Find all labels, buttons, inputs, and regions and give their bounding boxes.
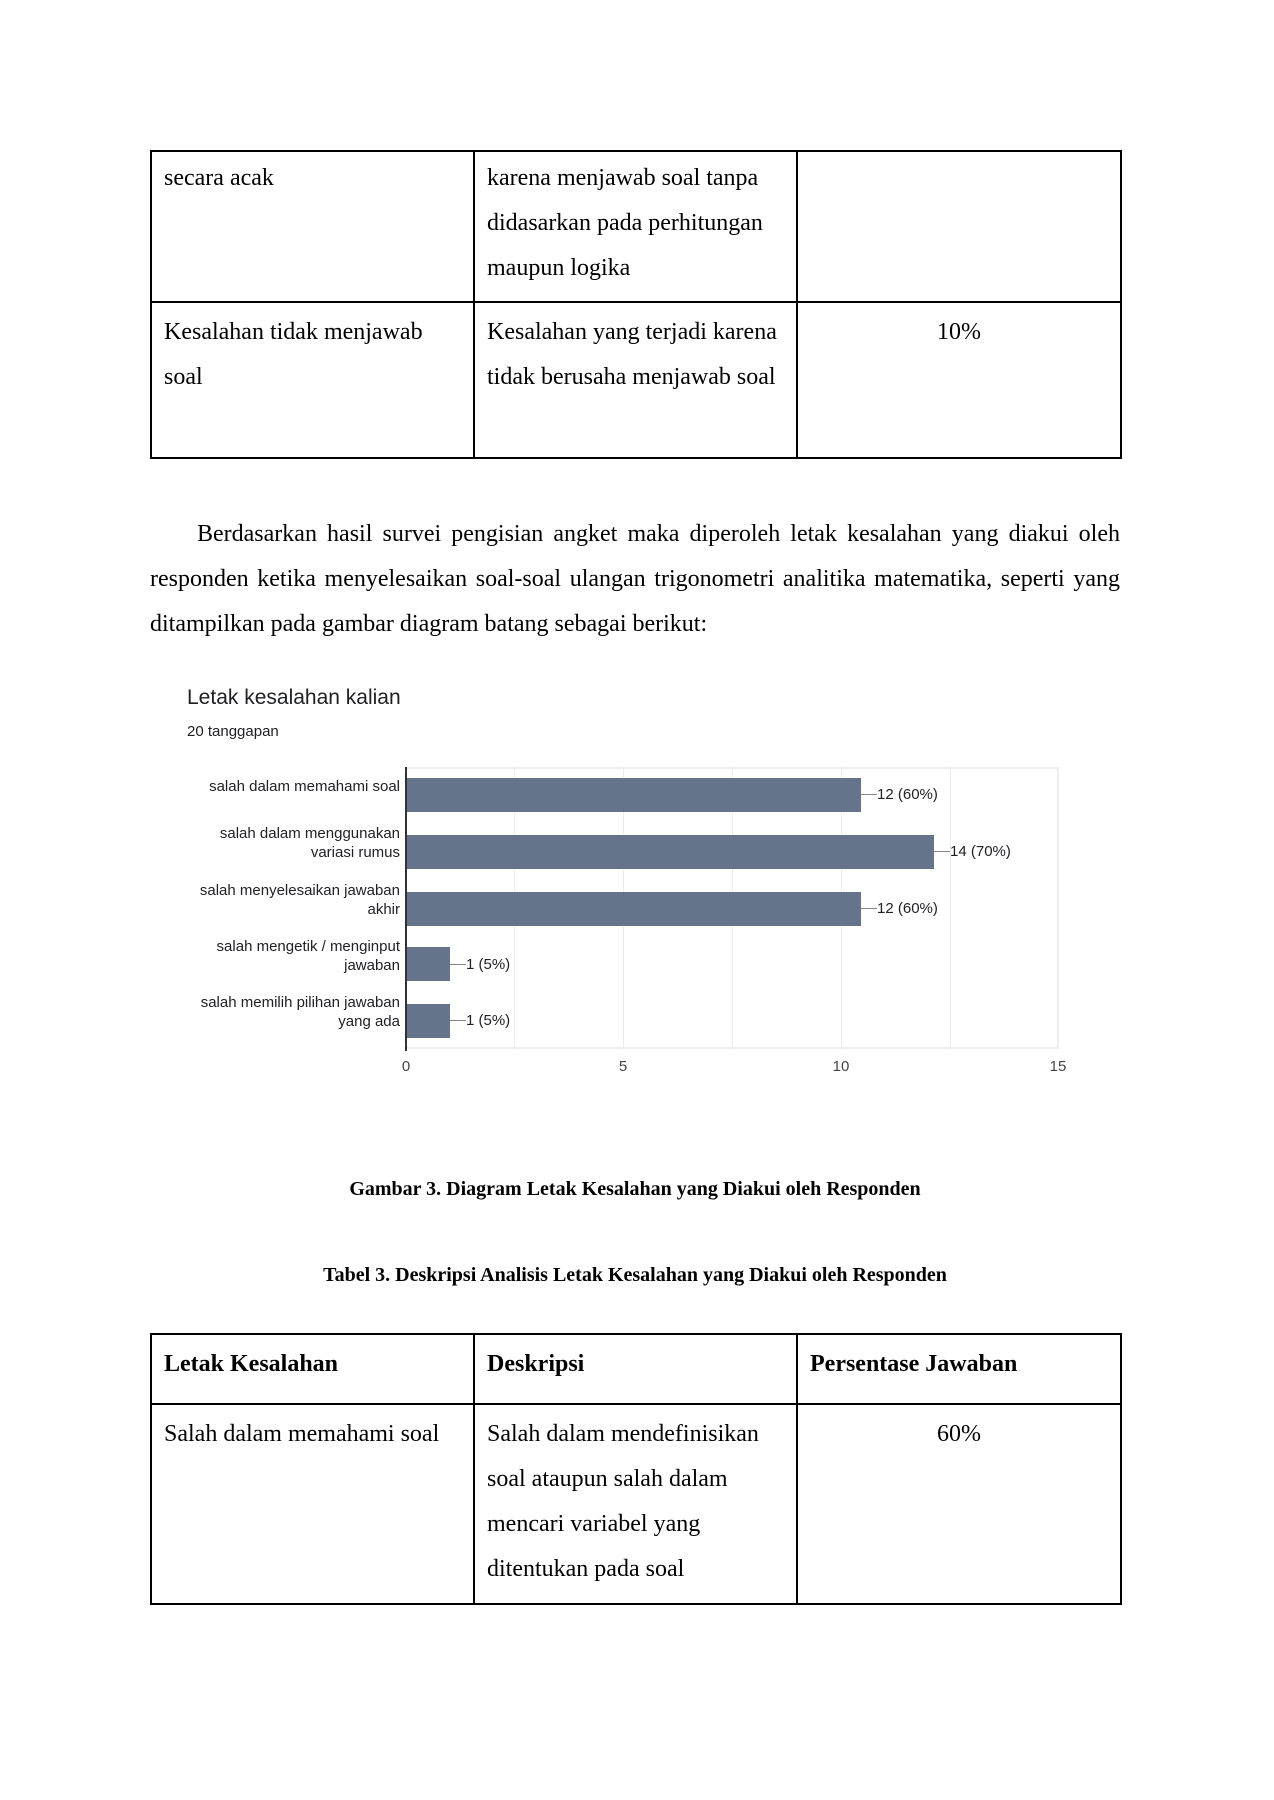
bar-chart [150, 680, 1120, 1100]
column-header: Persentase Jawaban [797, 1334, 1121, 1404]
error-location-table [150, 1333, 1122, 1605]
description-cell: Salah dalam mendefinisikan soal ataupun salah dalam mencari variabel yang ditentukan pada soal [474, 1404, 797, 1604]
figure-caption: Gambar 3. Diagram Letak Kesalahan yang Diakui oleh Responden [349, 1178, 921, 1200]
category-label [160, 824, 400, 862]
chart-subtitle: 20 tanggapan [187, 723, 279, 740]
bar [407, 835, 934, 869]
table-caption: Tabel 3. Deskripsi Analisis Letak Kesalahan yang Diakui oleh Responden [323, 1264, 947, 1286]
column-header: Letak Kesalahan [151, 1334, 474, 1404]
description-cell: Kesalahan yang terjadi karena tidak berusaha menjawab soal [474, 302, 797, 458]
percentage-cell [797, 151, 1121, 302]
category-label-line: salah mengetik / menginput [216, 938, 400, 955]
category-label [160, 777, 400, 796]
leader-line [861, 908, 877, 909]
category-label-line: jawaban [344, 957, 400, 974]
value-label: 1 (5%) [466, 1012, 511, 1029]
body-paragraph: Berdasarkan hasil survei pengisian angket maka diperoleh letak kesalahan yang diakui oleh responden ketika menyelesaikan soal-soal ulangan trigonometri analitika matematika, seperti yang ditampilkan pada gambar diagram batang sebagai berikut: [150, 521, 1120, 637]
x-tick-label: 0 [401, 1058, 411, 1075]
table-row [151, 302, 1121, 458]
value-label: 1 (5%) [466, 956, 511, 973]
value-label: 14 (70%) [950, 843, 1011, 860]
value-label: 12 (60%) [877, 900, 938, 917]
category-label [160, 881, 400, 919]
category-label-line: variasi rumus [310, 844, 400, 861]
column-header: Deskripsi [474, 1334, 797, 1404]
table-header-row [151, 1334, 1121, 1404]
bar [407, 1004, 450, 1038]
x-tick-label: 10 [832, 1058, 850, 1075]
gridline [950, 767, 951, 1049]
table-row [151, 1404, 1121, 1604]
percentage-cell: 10% [797, 302, 1121, 458]
error-type-cell: secara acak [151, 151, 474, 302]
leader-line [450, 1020, 466, 1021]
error-location-cell: Salah dalam memahami soal [151, 1404, 474, 1604]
chart-title: Letak kesalahan kalian [187, 686, 401, 709]
error-type-cell: Kesalahan tidak menjawab soal [151, 302, 474, 458]
leader-line [934, 851, 950, 852]
category-label-line: salah dalam memahami soal [209, 778, 400, 795]
bar [407, 947, 450, 981]
error-type-table-continued [150, 150, 1122, 459]
leader-line [450, 964, 466, 965]
category-label-line: salah memilih pilihan jawaban [200, 994, 400, 1011]
x-tick-label: 5 [618, 1058, 628, 1075]
category-label-line: salah menyelesaikan jawaban [199, 882, 400, 899]
percentage-cell: 60% [797, 1404, 1121, 1604]
x-tick-label: 15 [1049, 1058, 1067, 1075]
table-row [151, 151, 1121, 302]
description-cell: karena menjawab soal tanpa didasarkan pada perhitungan maupun logika [474, 151, 797, 302]
category-label-line: akhir [367, 901, 400, 918]
category-label-line: salah dalam menggunakan [219, 825, 400, 842]
leader-line [861, 794, 877, 795]
bar [407, 892, 861, 926]
bar [407, 778, 861, 812]
value-label: 12 (60%) [877, 786, 938, 803]
category-label-line: yang ada [338, 1013, 400, 1030]
category-label [160, 937, 400, 975]
category-label [160, 993, 400, 1031]
